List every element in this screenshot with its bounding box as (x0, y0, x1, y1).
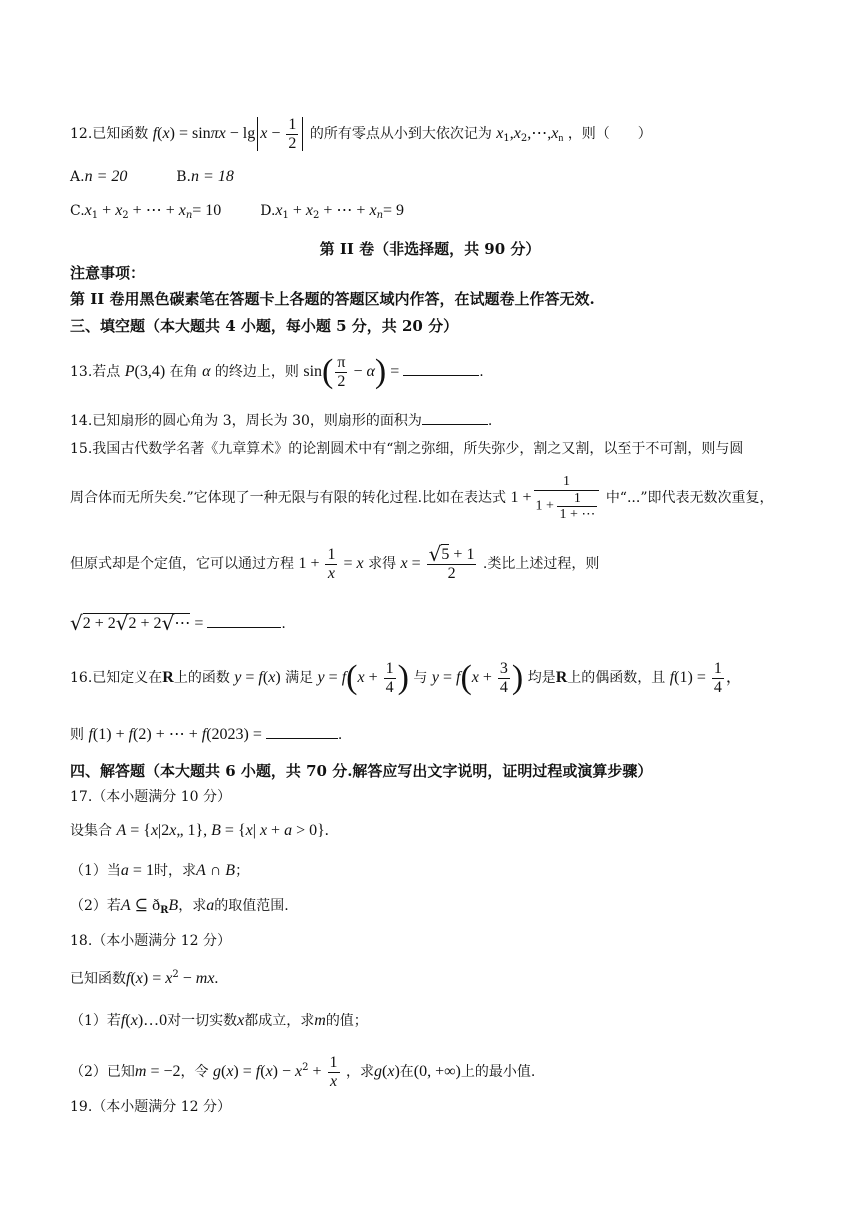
part4-heading: 四、解答题（本大题共 6 小题，共 70 分.解答应写出文字说明，证明过程或演算步骤） (70, 762, 653, 780)
q15-line2: 周合体而无所失矣.”它体现了一种无限与有限的转化过程.比如在表达式 1 + 1 1 + $\frac{1}{1 + \cdots}$ 中“...”即代表无数次重复， (70, 474, 774, 522)
q14: 14.已知扇形的圆心角为 3，周长为 30，则扇形的面积为 . (70, 410, 800, 432)
q16-answer-blank[interactable] (266, 724, 338, 739)
q18-function: 已知函数$f(x) = x^2$ − mx. (70, 969, 219, 987)
notice-heading: 注意事项： (70, 264, 146, 282)
q18-part2: （2）已知m = −2，令 $g(x) = f(x) - x^2$ + $\frac{1}{x}$ ，求g(x)在(0, +∞)上的最小值. (70, 1053, 536, 1090)
q18-part1: （1）若f(x)…0对一切实数x都成立，求m的值； (70, 1012, 368, 1029)
q13-answer-blank[interactable] (403, 361, 479, 376)
q12-stem: 12.已知函数 f(x) = sinπx − lg x − $\frac{1}{2}$ 的所有零点从小到大依次记为 $x_1,x_2,\cdots,x_n$ ，则（ ） (70, 115, 652, 152)
q12-option-a: n = 20 (84, 168, 128, 185)
section2-title: 第 II 卷（非选择题，共 90 分） (319, 240, 541, 258)
q15-expression: √2 + 2√2 + 2√⋯ = . (70, 611, 286, 635)
q12-option-b: n = 18 (191, 168, 234, 185)
q17-part1: （1）当a = 1时，求A ∩ B； (70, 862, 250, 879)
notice-body: 第 II 卷用黑色碳素笔在答题卡上各题的答题区域内作答，在试题卷上作答无效. (70, 290, 595, 308)
q17-part2: （2）若A ⊆ $ð_RB$，求a的取值范围. (70, 897, 289, 916)
q12-option-d: = 9 (383, 202, 405, 219)
q17-set-def: 设集合 A = {x|2x„ 1}, B = {x| x + a > 0}. (70, 822, 329, 839)
q16-line1: 16.已知定义在R上的函数 y = f(x) 满足 y = f(x + $\frac{1}{4}$ ) 与 y = f(x + $\frac{3}{4}$ ) 均是R上的偶函数，且 f(1) = $\frac{1}{4}$ ， (70, 659, 742, 696)
q12-option-c: = 10 (192, 202, 222, 219)
q19-heading: 19.（本小题满分 12 分） (70, 1099, 231, 1115)
q15-line3: 但原式却是个定值，它可以通过方程 1 + $\frac{1}{x}$ = x 求得 x = $\frac{√5 + 1}{2}$ .类比上述过程，则 (70, 542, 600, 582)
q12-options-cd: $C.x_1 + x_2$ + ⋯ + $x_n= 10$ $D.x_1 + x_2$ + ⋯ + $x_n= 9$ (70, 202, 405, 221)
q13: 13.若点 P(3,4) 在角 α 的终边上，则 sin( $\frac{\pi}{2}$ − α) = . (70, 353, 484, 390)
q15-answer-blank[interactable] (207, 613, 281, 628)
q15-line1: 15.我国古代数学名著《九章算术》的论割圆术中有“割之弥细，所失弥少，割之又割，以至于不可割，则与圆 (70, 441, 744, 457)
q16-line2: 则 f(1) + f(2) + ⋯ + f(2023) = . (70, 726, 343, 743)
q17-heading: 17.（本小题满分 10 分） (70, 789, 231, 805)
q18-heading: 18.（本小题满分 12 分） (70, 933, 231, 949)
q14-answer-blank[interactable] (422, 410, 488, 425)
part3-heading: 三、填空题（本大题共 4 小题，每小题 5 分，共 20 分） (70, 317, 459, 335)
q12-options-ab: A.n = 20 B.n = 18 (70, 168, 234, 185)
